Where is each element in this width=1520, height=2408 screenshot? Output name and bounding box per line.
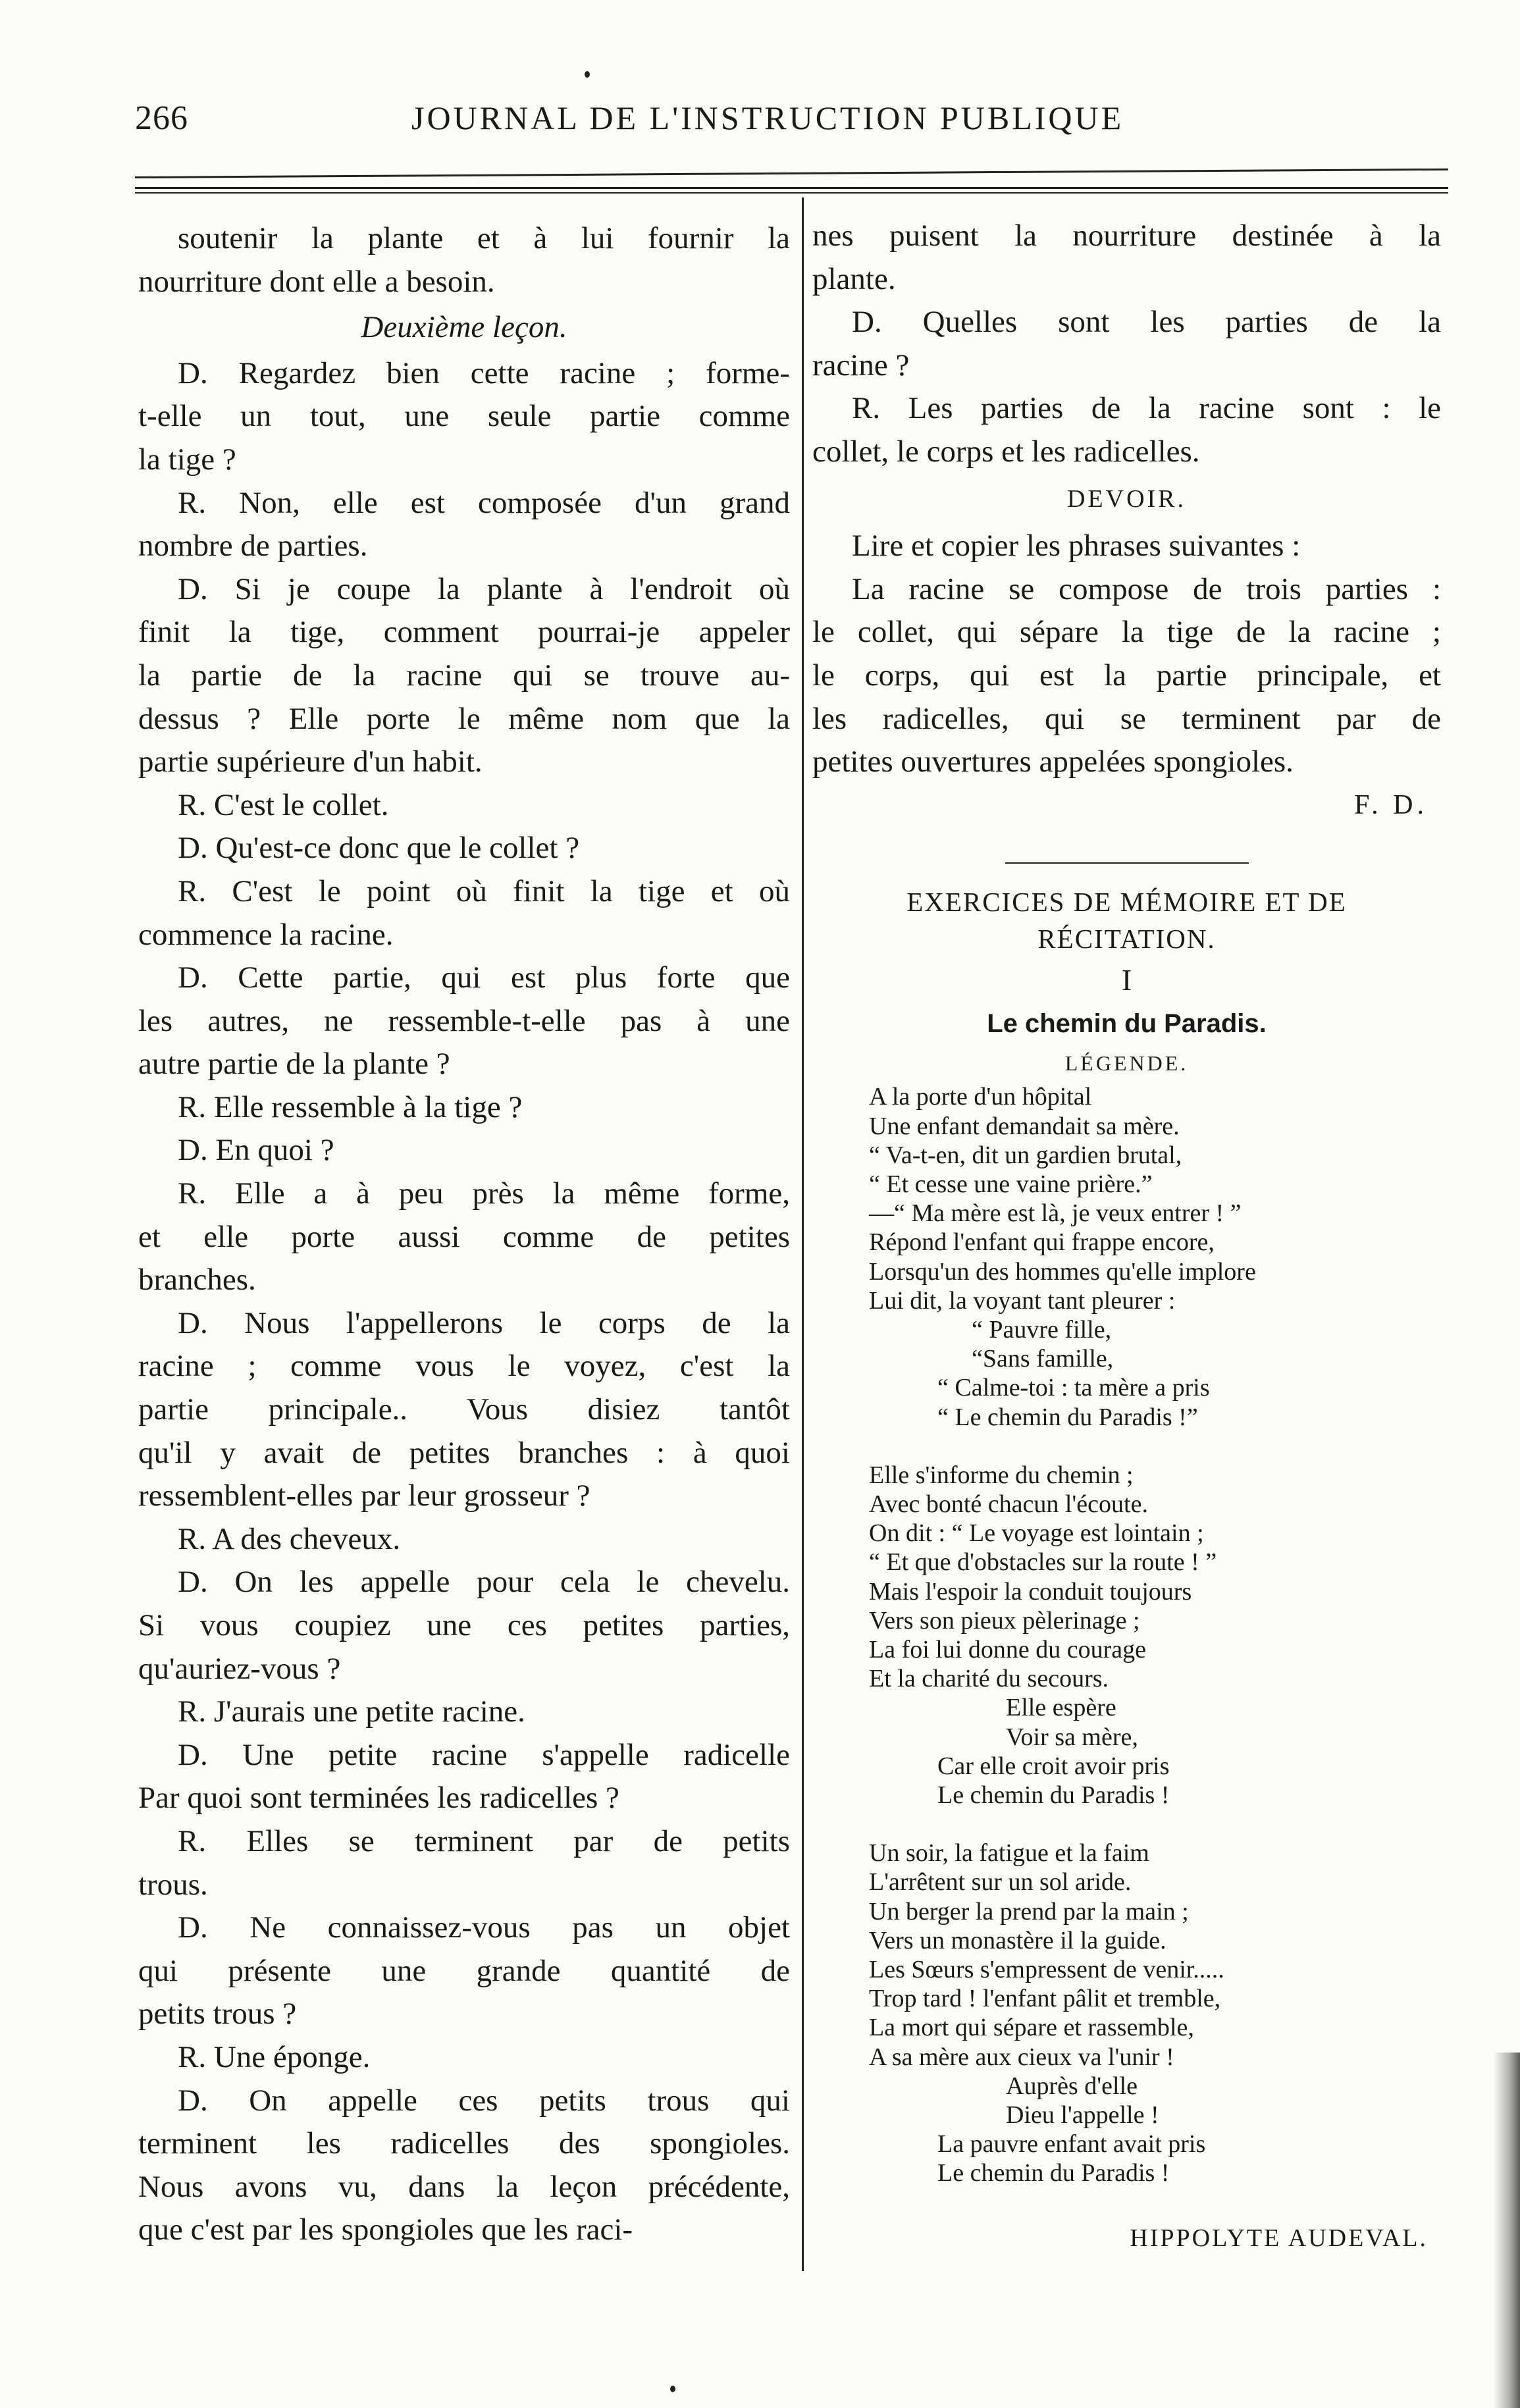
running-title: JOURNAL DE L'INSTRUCTION PUBLIQUE	[411, 99, 1124, 136]
poem-line: “Sans famille,	[972, 1345, 1114, 1373]
header-rule	[135, 187, 1448, 189]
poem-line: L'arrêtent sur un sol aride.	[869, 1868, 1132, 1897]
paragraph-line: nombre de parties.	[138, 529, 368, 563]
paragraph-line: D. En quoi ?	[178, 1133, 334, 1168]
paragraph-line: nes puisent la nourriture destinée à la	[812, 219, 1441, 253]
paragraph-line: la partie de la racine qui se trouve au-	[138, 658, 790, 693]
paragraph-line: soutenir la plante et à lui fournir la	[178, 221, 790, 255]
paragraph-line: D. Une petite racine s'appelle radicelle	[178, 1737, 790, 1772]
page-edge-shadow	[1494, 2053, 1520, 2408]
paragraph-line: D. Cette partie, qui est plus forte que	[178, 960, 790, 995]
paragraph-line: la tige ?	[138, 442, 236, 477]
poem-line: “ Et cesse une vaine prière.”	[869, 1170, 1153, 1198]
column-divider	[802, 197, 804, 2271]
poem-line: Voir sa mère,	[1006, 1723, 1138, 1751]
poem-line: Mais l'espoir la conduit toujours	[869, 1577, 1192, 1606]
paragraph-line: et elle porte aussi comme de petites	[138, 1219, 790, 1254]
poem-stanza	[869, 1461, 1441, 1810]
paragraph-line: Par quoi sont terminées les radicelles ?	[138, 1781, 619, 1816]
poem-line: —“ Ma mère est là, je veux entrer ! ”	[869, 1199, 1242, 1228]
dialogue-text	[812, 215, 1441, 474]
paragraph-line: t-elle un tout, une seule partie comme	[138, 399, 790, 434]
poem-line: “ Calme-toi : ta mère a pris	[937, 1374, 1210, 1402]
paragraph-line: dessus ? Elle porte le même nom que la	[138, 701, 790, 736]
paragraph-line: petits trous ?	[138, 1997, 297, 2031]
paragraph-line: les radicelles, qui se terminent par de	[812, 701, 1441, 736]
paragraph-line: R. Les parties de la racine sont : le	[852, 391, 1441, 426]
paragraph-line: petites ouvertures appelées spongioles.	[812, 745, 1294, 779]
paragraph-line: que c'est par les spongioles que les raci-	[138, 2212, 633, 2247]
paragraph-line: Si vous coupiez une ces petites parties,	[138, 1608, 790, 1642]
section-divider	[1005, 862, 1249, 864]
section-title: RÉCITATION.	[1037, 924, 1216, 955]
paragraph-line: qu'auriez-vous ?	[138, 1651, 341, 1686]
poem-line: Répond l'enfant qui frappe encore,	[869, 1228, 1215, 1257]
header-rule	[135, 169, 1448, 178]
ink-speck	[585, 71, 590, 78]
paragraph-line: D. Ne connaissez-vous pas un objet	[178, 1910, 790, 1945]
paragraph-line: terminent les radicelles des spongioles.	[138, 2126, 790, 2161]
paragraph-line: partie principale.. Vous disiez tantôt	[138, 1392, 790, 1427]
poem-line: Trop tard ! l'enfant pâlit et tremble,	[869, 1985, 1221, 2013]
paragraph-line: finit la tige, comment pourrai-je appeler	[138, 615, 790, 650]
poem-line: “ Pauvre fille,	[972, 1315, 1112, 1344]
paragraph-line: branches.	[138, 1263, 256, 1297]
paragraph-line: D. On les appelle pour cela le chevelu.	[178, 1565, 790, 1600]
paragraph-line: R. Elles se terminent par de petits	[178, 1823, 790, 1858]
paragraph-line: Lire et copier les phrases suivantes :	[852, 529, 1301, 563]
poem-line: “ Et que d'obstacles sur la route ! ”	[869, 1548, 1217, 1577]
poem	[812, 1082, 1441, 2187]
left-column	[138, 217, 790, 2252]
paragraph-line: D. On appelle ces petits trous qui	[178, 2083, 790, 2118]
header-rule	[135, 192, 1448, 194]
dialogue-text	[138, 352, 790, 2252]
devoir-heading: DEVOIR.	[1066, 484, 1187, 513]
poem-line: La mort qui sépare et rassemble,	[869, 2014, 1194, 2042]
paragraph-line: collet, le corps et les radicelles.	[812, 434, 1200, 469]
lesson-heading: Deuxième leçon.	[361, 310, 567, 345]
poem-line: Et la charité du secours.	[869, 1665, 1109, 1693]
poem-title: Le chemin du Paradis.	[987, 1009, 1267, 1039]
paragraph-line: R. J'aurais une petite racine.	[178, 1694, 525, 1729]
paragraph-line: R. Elle ressemble à la tige ?	[178, 1089, 523, 1124]
paragraph-line: D. Qu'est-ce donc que le collet ?	[178, 831, 580, 866]
page-header	[135, 99, 1448, 151]
poem-line: Un berger la prend par la main ;	[869, 1897, 1189, 1925]
poem-line: A la porte d'un hôpital	[869, 1083, 1092, 1111]
poem-line: Dieu l'appelle !	[1006, 2101, 1159, 2130]
paragraph-line: Nous avons vu, dans la leçon précédente,	[138, 2169, 790, 2204]
paragraph-line: nourriture dont elle a besoin.	[138, 264, 495, 299]
poem-line: Une enfant demandait sa mère.	[869, 1112, 1180, 1140]
signature: F. D.	[1354, 789, 1428, 820]
section-title: EXERCICES DE MÉMOIRE ET DE	[906, 887, 1347, 918]
right-column	[812, 215, 1441, 2260]
poem-line: Lorsqu'un des hommes qu'elle implore	[869, 1257, 1256, 1286]
poem-line: Vers son pieux pèlerinage ;	[869, 1606, 1140, 1635]
paragraph-line: trous.	[138, 1867, 208, 1902]
poem-line: Un soir, la fatigue et la faim	[869, 1839, 1149, 1868]
paragraph-line: partie supérieure d'un habit.	[138, 745, 483, 779]
paragraph-line: plante.	[812, 261, 896, 296]
paragraph-line: autre partie de la plante ?	[138, 1047, 450, 1082]
poem-author: HIPPOLYTE AUDEVAL.	[1130, 2224, 1428, 2252]
paragraph-line: ressemblent-elles par leur grosseur ?	[138, 1479, 590, 1513]
poem-line: Elle espère	[1006, 1694, 1116, 1722]
poem-line: La pauvre enfant avait pris	[937, 2130, 1206, 2159]
poem-line: Auprès d'elle	[1006, 2072, 1138, 2100]
paragraph-line: R. Une éponge.	[178, 2039, 371, 2074]
paragraph-line: qu'il y avait de petites branches : à quoi	[138, 1435, 790, 1470]
poem-line: “ Va-t-en, dit un gardien brutal,	[869, 1141, 1182, 1169]
paragraph-line: racine ?	[812, 348, 910, 382]
paragraph-line: La racine se compose de trois parties :	[852, 571, 1441, 606]
paragraph-line: R. A des cheveux.	[178, 1521, 401, 1556]
poem-stanza	[869, 1839, 1441, 2187]
paragraph-line: D. Regardez bien cette racine ; forme-	[178, 355, 790, 390]
ink-speck	[670, 2386, 675, 2392]
poem-line: Car elle croit avoir pris	[937, 1752, 1170, 1780]
paragraph-line: R. Non, elle est composée d'un grand	[178, 485, 790, 520]
poem-line: On dit : “ Le voyage est lointain ;	[869, 1519, 1204, 1548]
paragraph-line: R. Elle a à peu près la même forme,	[178, 1176, 790, 1211]
paragraph-line: racine ; comme vous le voyez, c'est la	[138, 1349, 790, 1384]
poem-line: Vers un monastère il la guide.	[869, 1926, 1166, 1954]
poem-line: La foi lui donne du courage	[869, 1635, 1147, 1663]
page-number: 266	[135, 99, 188, 137]
poem-line: Le chemin du Paradis !	[937, 2159, 1170, 2187]
paragraph-line: le collet, qui sépare la tige de la racine ;	[812, 615, 1441, 650]
poem-stanza	[869, 1082, 1441, 1431]
paragraph-line: les autres, ne ressemble-t-elle pas à une	[138, 1003, 790, 1038]
poem-line: “ Le chemin du Paradis !”	[937, 1403, 1198, 1431]
devoir-text	[812, 525, 1441, 784]
paragraph-line: D. Quelles sont les parties de la	[852, 305, 1441, 340]
section-number: I	[1121, 963, 1132, 997]
paragraph-line: D. Nous l'appellerons le corps de la	[178, 1305, 790, 1340]
poem-subtitle: LÉGENDE.	[1064, 1051, 1189, 1076]
poem-line: A sa mère aux cieux va l'unir !	[869, 2043, 1174, 2071]
paragraph-line: R. C'est le point où finit la tige et où	[178, 874, 790, 908]
paragraph-line: commence la racine.	[138, 917, 394, 952]
poem-line: Les Sœurs s'empressent de venir.....	[869, 1956, 1224, 1983]
paragraph-line: le corps, qui est la partie principale, et	[812, 658, 1441, 693]
paragraph-line: qui présente une grande quantité de	[138, 1953, 790, 1988]
poem-line: Elle s'informe du chemin ;	[869, 1461, 1134, 1489]
poem-line: Avec bonté chacun l'écoute.	[869, 1490, 1148, 1518]
poem-line: Lui dit, la voyant tant pleurer :	[869, 1286, 1176, 1315]
paragraph-line: R. C'est le collet.	[178, 787, 389, 822]
paragraph-line: D. Si je coupe la plante à l'endroit où	[178, 571, 790, 606]
poem-line: Le chemin du Paradis !	[937, 1781, 1170, 1809]
